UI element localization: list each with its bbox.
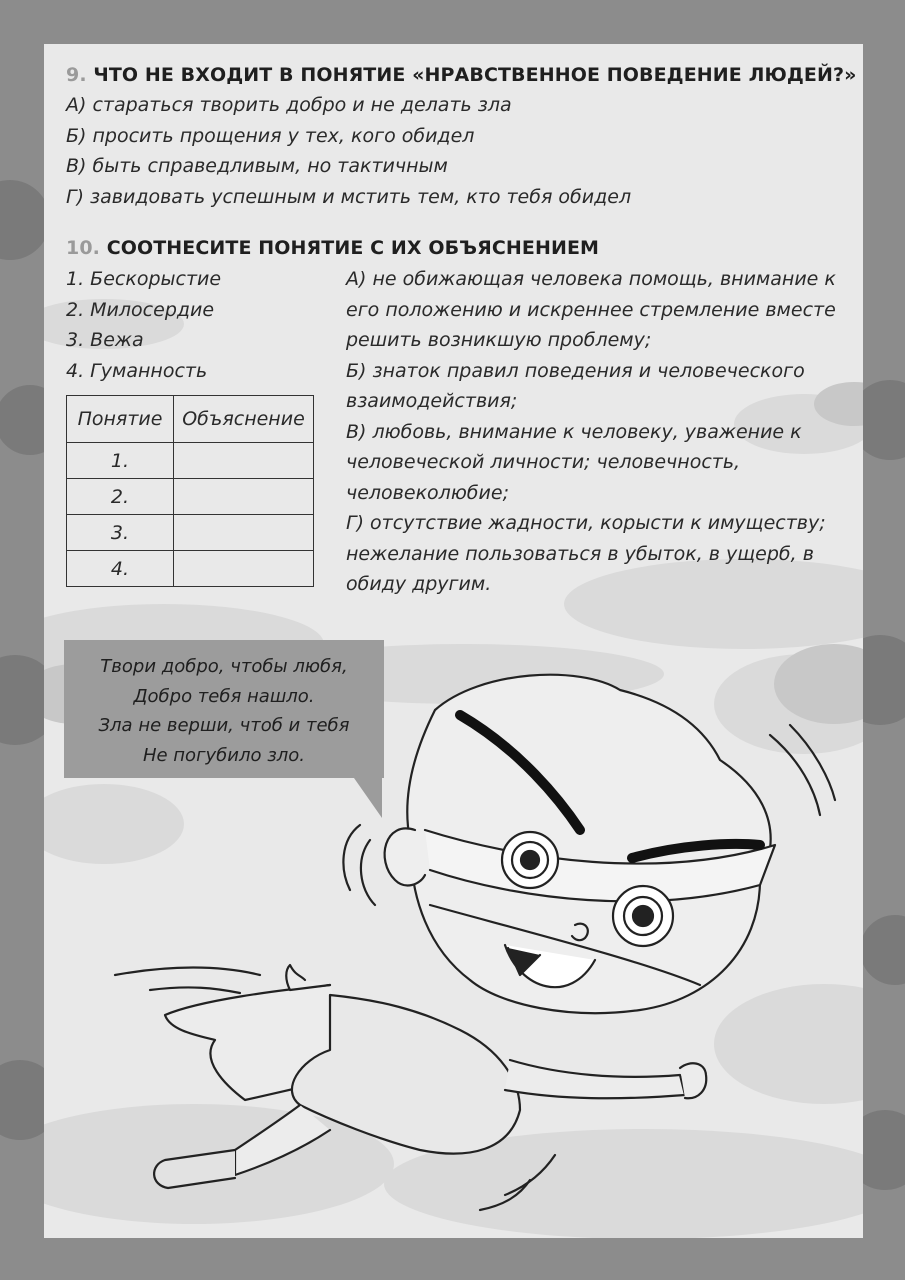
explanation-item: В) любовь, внимание к человеку, уважение к человеческой личности; человечность, человеколюбие; xyxy=(346,420,802,504)
q9-option-d: Г) завидовать успешным и мстить тем, кто тебя обидел xyxy=(66,185,632,208)
poem-line: Зла не верши, чтоб и тебя xyxy=(98,715,350,736)
concept-item: 4. Гуманность xyxy=(66,359,208,382)
q9-title-text: ЧТО НЕ ВХОДИТ В ПОНЯТИЕ «НРАВСТВЕННОЕ ПОВЕДЕНИЕ ЛЮДЕЙ?» xyxy=(93,64,857,86)
poem-line: Твори добро, чтобы любя, xyxy=(100,656,348,677)
q9-option-c: В) быть справедливым, но тактичным xyxy=(66,155,448,177)
table-cell-number: 4. xyxy=(67,551,174,587)
q9-option-b: Б) просить прощения у тех, кого обидел xyxy=(66,124,475,147)
concept-item: 3. Вежа xyxy=(66,329,144,351)
poem-line: Не погубило зло. xyxy=(142,744,306,766)
poem-line: Добро тебя нашло. xyxy=(133,685,315,707)
explanation-item: А) не обижающая человека помощь, внимание к его положению и искреннее стремление вместе решить возникшую проблему; xyxy=(346,268,836,351)
q10-number: 10. xyxy=(66,237,100,259)
table-cell-number: 2. xyxy=(67,479,174,515)
q10-title-text: СООТНЕСИТЕ ПОНЯТИЕ С ИХ ОБЪЯСНЕНИЕМ xyxy=(106,237,600,259)
table-cell-number: 3. xyxy=(67,515,174,551)
concept-item: 2. Милосердие xyxy=(66,298,215,321)
q9-number: 9. xyxy=(66,64,87,86)
explanation-item: Г) отсутствие жадности, корысти к имуществу; нежелание пользоваться в убыток, в ущерб, в обиду другим. xyxy=(346,512,826,595)
table-header-concept: Понятие xyxy=(67,396,174,443)
table-cell-number: 1. xyxy=(67,443,174,479)
explanation-item: Б) знаток правил поведения и человеческого взаимодействия; xyxy=(346,359,805,412)
table-header-explanation: Объяснение xyxy=(174,396,314,443)
concept-item: 1. Бескорыстие xyxy=(66,268,222,290)
q9-option-a: А) стараться творить добро и не делать зла xyxy=(66,94,512,116)
